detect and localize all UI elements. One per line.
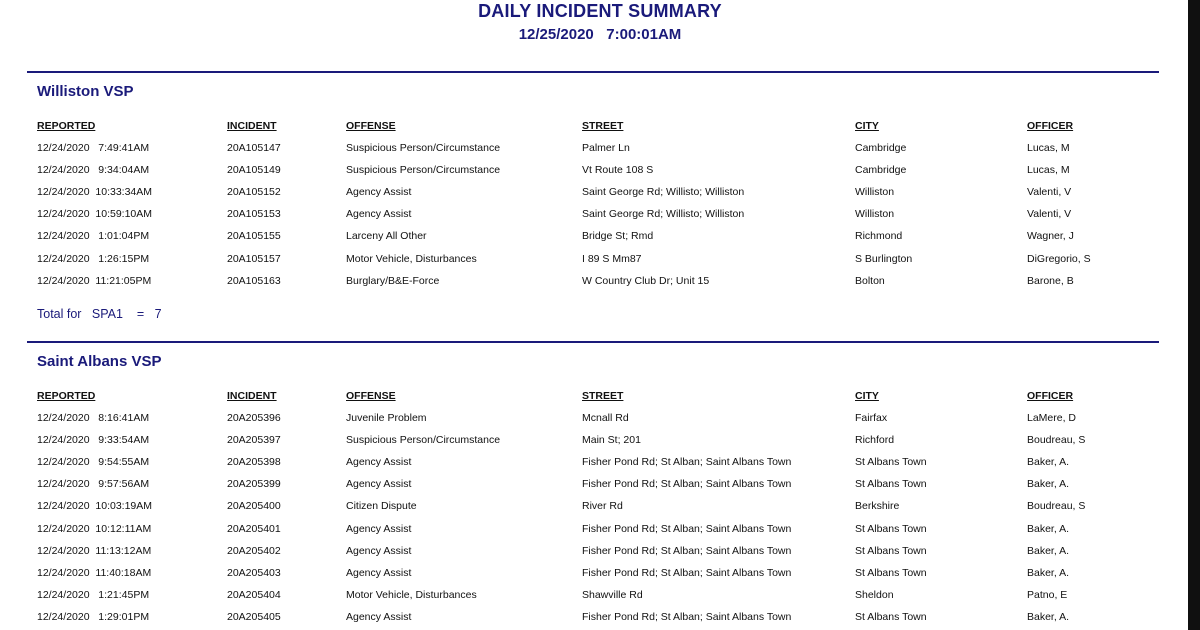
col-officer-header: OFFICER	[1027, 390, 1074, 402]
section-title-williston: Williston VSP	[37, 83, 134, 100]
section-divider	[27, 71, 1159, 73]
city-cell: St Albans Town	[855, 478, 927, 491]
total-unit: SPA1	[91, 307, 123, 321]
report-title: DAILY INCIDENT SUMMARY	[478, 1, 722, 21]
offense-cell: Juvenile Problem	[346, 412, 427, 424]
officer-cell: Baker, A.	[1027, 522, 1070, 535]
incident-cell: 20A205401	[227, 522, 281, 535]
incident-cell: 20A105147	[227, 142, 281, 154]
street-cell: Main St; 201	[582, 434, 641, 447]
reported-cell: 12/24/2020 1:26:15PM	[37, 252, 150, 265]
officer-cell: Barone, B	[1027, 274, 1074, 287]
city-cell: Fairfax	[855, 412, 888, 424]
city-cell: Cambridge	[855, 142, 907, 154]
offense-cell: Motor Vehicle, Disturbances	[346, 588, 477, 601]
total-count: 7	[154, 307, 162, 321]
table-row	[0, 253, 1200, 275]
officer-cell: Patno, E	[1027, 588, 1068, 601]
incident-cell: 20A205402	[227, 544, 281, 557]
incident-cell: 20A105157	[227, 252, 281, 265]
street-cell: Palmer Ln	[582, 142, 630, 154]
officer-cell: Boudreau, S	[1027, 434, 1086, 447]
table-row	[0, 611, 1200, 630]
incident-cell: 20A205399	[227, 478, 281, 491]
incident-cell: 20A205405	[227, 610, 281, 623]
col-street-header: STREET	[582, 390, 624, 402]
city-cell: Bolton	[855, 274, 885, 287]
offense-cell: Agency Assist	[346, 456, 412, 469]
reported-cell: 12/24/2020 10:59:10AM	[37, 208, 153, 221]
officer-cell: Valenti, V	[1027, 186, 1072, 199]
table-row	[0, 523, 1200, 545]
officer-cell: Lucas, M	[1027, 164, 1070, 177]
officer-cell: LaMere, D	[1027, 412, 1077, 424]
table-row	[0, 478, 1200, 500]
officer-cell: DiGregorio, S	[1027, 252, 1091, 265]
city-cell: Cambridge	[855, 164, 907, 177]
city-cell: St Albans Town	[855, 610, 927, 623]
officer-cell: Baker, A.	[1027, 544, 1070, 557]
section-total	[37, 307, 162, 321]
incident-cell: 20A105149	[227, 164, 281, 177]
reported-cell: 12/24/2020 9:54:55AM	[37, 456, 150, 469]
city-cell: St Albans Town	[855, 566, 927, 579]
offense-cell: Burglary/B&E-Force	[346, 274, 440, 287]
col-offense-header: OFFENSE	[346, 120, 396, 132]
incident-cell: 20A205398	[227, 456, 281, 469]
col-street-header: STREET	[582, 120, 624, 132]
reported-cell: 12/24/2020 9:33:54AM	[37, 434, 150, 447]
city-cell: Richmond	[855, 230, 903, 243]
street-cell: Fisher Pond Rd; St Alban; Saint Albans Town	[582, 544, 792, 557]
reported-cell: 12/24/2020 10:33:34AM	[37, 186, 153, 199]
report-date: 12/25/2020 7:00:01AM	[518, 26, 682, 43]
col-officer-header: OFFICER	[1027, 120, 1074, 132]
street-cell: River Rd	[582, 500, 623, 513]
officer-cell: Valenti, V	[1027, 208, 1072, 221]
reported-cell: 12/24/2020 10:12:11AM	[37, 522, 152, 535]
offense-cell: Suspicious Person/Circumstance	[346, 142, 501, 154]
col-incident-header: INCIDENT	[227, 390, 277, 402]
table-row	[0, 275, 1200, 297]
officer-cell: Boudreau, S	[1027, 500, 1086, 513]
city-cell: S Burlington	[855, 252, 913, 265]
col-city-header: CITY	[855, 390, 879, 402]
offense-cell: Agency Assist	[346, 610, 412, 623]
incident-cell: 20A205396	[227, 412, 281, 424]
col-offense-header: OFFENSE	[346, 390, 396, 402]
offense-cell: Citizen Dispute	[346, 500, 417, 513]
reported-cell: 12/24/2020 1:21:45PM	[37, 588, 150, 601]
reported-cell: 12/24/2020 11:40:18AM	[37, 566, 152, 579]
city-cell: Richford	[855, 434, 895, 447]
incident-cell: 20A105153	[227, 208, 281, 221]
reported-cell: 12/24/2020 7:49:41AM	[37, 142, 150, 154]
officer-cell: Baker, A.	[1027, 478, 1070, 491]
table-row	[0, 230, 1200, 252]
street-cell: Vt Route 108 S	[582, 164, 654, 177]
street-cell: W Country Club Dr; Unit 15	[582, 274, 710, 287]
street-cell: Mcnall Rd	[582, 412, 629, 424]
street-cell: Fisher Pond Rd; St Alban; Saint Albans Town	[582, 566, 792, 579]
incident-cell: 20A105155	[227, 230, 281, 243]
reported-cell: 12/24/2020 9:34:04AM	[37, 164, 150, 177]
street-cell: Bridge St; Rmd	[582, 230, 654, 243]
reported-cell: 12/24/2020 10:03:19AM	[37, 500, 153, 513]
table-row	[0, 589, 1200, 611]
incident-cell: 20A105152	[227, 186, 281, 199]
city-cell: Berkshire	[855, 500, 900, 513]
col-reported-header: REPORTED	[37, 390, 96, 402]
street-cell: Fisher Pond Rd; St Alban; Saint Albans Town	[582, 522, 792, 535]
table-row	[0, 164, 1200, 186]
officer-cell: Wagner, J	[1027, 230, 1074, 243]
col-reported-header: REPORTED	[37, 120, 96, 132]
table-row	[0, 456, 1200, 478]
street-cell: I 89 S Mm87	[582, 252, 642, 265]
city-cell: St Albans Town	[855, 456, 927, 469]
section-title-saint-albans: Saint Albans VSP	[37, 353, 162, 370]
incident-cell: 20A205397	[227, 434, 281, 447]
col-incident-header: INCIDENT	[227, 120, 277, 132]
reported-cell: 12/24/2020 1:01:04PM	[37, 230, 150, 243]
offense-cell: Agency Assist	[346, 186, 412, 199]
reported-cell: 12/24/2020 9:57:56AM	[37, 478, 150, 491]
offense-cell: Agency Assist	[346, 208, 412, 221]
street-cell: Fisher Pond Rd; St Alban; Saint Albans Town	[582, 610, 792, 623]
section-divider	[27, 341, 1159, 343]
table-row	[0, 545, 1200, 567]
city-cell: Williston	[855, 186, 895, 199]
offense-cell: Motor Vehicle, Disturbances	[346, 252, 477, 265]
incident-cell: 20A205404	[227, 588, 281, 601]
offense-cell: Agency Assist	[346, 478, 412, 491]
officer-cell: Baker, A.	[1027, 566, 1070, 579]
street-cell: Fisher Pond Rd; St Alban; Saint Albans Town	[582, 478, 792, 491]
table-row	[0, 567, 1200, 589]
incident-cell: 20A205400	[227, 500, 281, 513]
table-row	[0, 208, 1200, 230]
total-equals: =	[136, 307, 145, 321]
city-cell: Sheldon	[855, 588, 894, 601]
street-cell: Saint George Rd; Willisto; Williston	[582, 208, 745, 221]
table-row	[0, 142, 1200, 164]
incident-cell: 20A205403	[227, 566, 281, 579]
street-cell: Shawville Rd	[582, 588, 643, 601]
offense-cell: Suspicious Person/Circumstance	[346, 164, 501, 177]
street-cell: Fisher Pond Rd; St Alban; Saint Albans Town	[582, 456, 792, 469]
reported-cell: 12/24/2020 11:21:05PM	[37, 274, 152, 287]
table-row	[0, 434, 1200, 456]
incident-cell: 20A105163	[227, 274, 281, 287]
offense-cell: Agency Assist	[346, 566, 412, 579]
offense-cell: Agency Assist	[346, 544, 412, 557]
reported-cell: 12/24/2020 8:16:41AM	[37, 412, 150, 424]
city-cell: St Albans Town	[855, 544, 927, 557]
street-cell: Saint George Rd; Willisto; Williston	[582, 186, 745, 199]
officer-cell: Lucas, M	[1027, 142, 1070, 154]
table-row	[0, 186, 1200, 208]
offense-cell: Agency Assist	[346, 522, 412, 535]
table-row	[0, 500, 1200, 522]
reported-cell: 12/24/2020 1:29:01PM	[37, 610, 150, 623]
officer-cell: Baker, A.	[1027, 610, 1070, 623]
offense-cell: Larceny All Other	[346, 230, 427, 243]
city-cell: St Albans Town	[855, 522, 927, 535]
total-label: Total for	[37, 307, 82, 321]
reported-cell: 12/24/2020 11:13:12AM	[37, 544, 152, 557]
city-cell: Williston	[855, 208, 895, 221]
offense-cell: Suspicious Person/Circumstance	[346, 434, 501, 447]
table-row	[0, 412, 1200, 434]
col-city-header: CITY	[855, 120, 879, 132]
officer-cell: Baker, A.	[1027, 456, 1070, 469]
